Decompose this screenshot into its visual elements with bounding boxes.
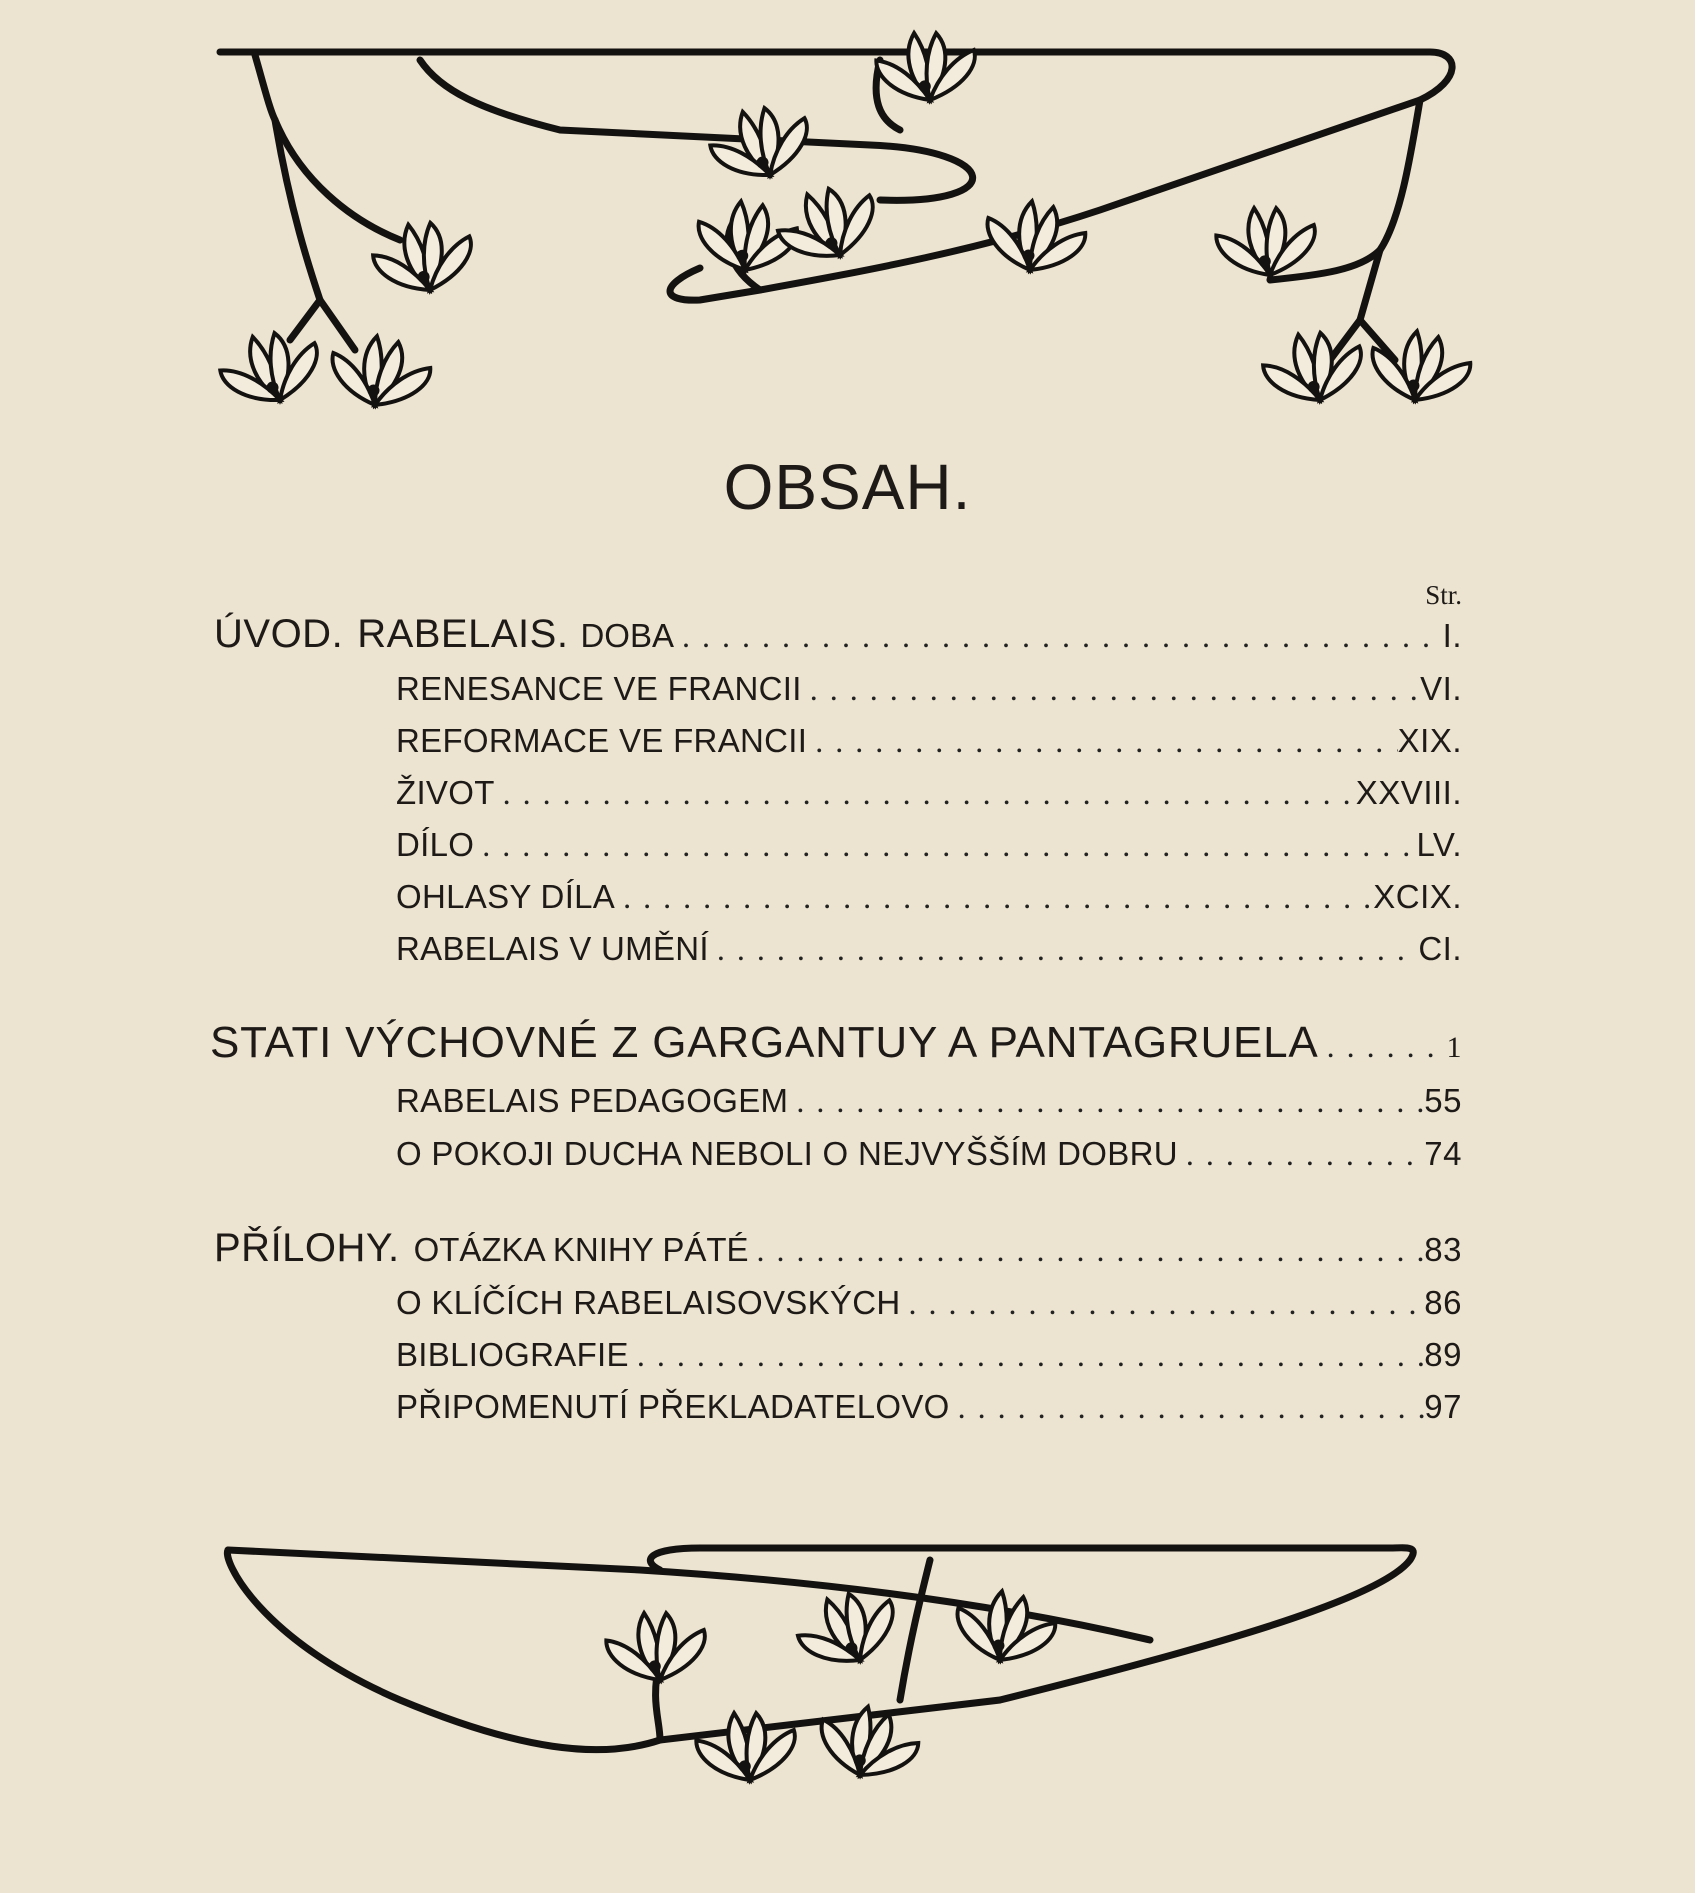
toc-page-number: XXVIII.	[1355, 774, 1462, 811]
toc-item-label: OTÁZKA KNIHY PÁTÉ	[413, 1231, 749, 1268]
toc-item-label: BIBLIOGRAFIE	[396, 1336, 629, 1373]
toc-entry-prilohy	[214, 1226, 1462, 1271]
toc-item	[396, 670, 1462, 708]
toc-item	[396, 930, 1462, 968]
leader-dots	[1319, 1028, 1447, 1065]
toc-item	[396, 774, 1462, 812]
toc-page-number: VI.	[1420, 670, 1462, 707]
toc-item	[396, 722, 1462, 760]
toc-page-number: LV.	[1416, 826, 1462, 863]
toc-page-number: XIX.	[1397, 722, 1462, 759]
page-column-label: Str.	[1425, 580, 1462, 610]
bottom-floral-ornament	[0, 1520, 1695, 1820]
toc-item-label: OHLASY DÍLA	[396, 878, 616, 915]
leader-dots	[807, 723, 1397, 760]
toc-item-label: ŽIVOT	[396, 774, 495, 811]
leader-dots	[495, 775, 1356, 812]
page-title: OBSAH.	[723, 451, 972, 523]
top-floral-ornament	[0, 0, 1695, 460]
toc-item-label: O KLÍČÍCH RABELAISOVSKÝCH	[396, 1284, 901, 1321]
leader-dots	[474, 827, 1416, 864]
leader-dots	[802, 671, 1420, 708]
toc-entry-uvod	[214, 612, 1462, 657]
toc-entry-stati	[210, 1018, 1462, 1068]
toc-page-number: I.	[1442, 617, 1462, 654]
leader-dots	[709, 931, 1418, 968]
toc-item	[396, 1082, 1462, 1120]
leader-dots	[788, 1083, 1424, 1120]
toc-page-number: CI.	[1418, 930, 1462, 967]
section-title: ÚVOD.	[214, 612, 344, 656]
toc-item-label: RENESANCE VE FRANCII	[396, 670, 802, 707]
toc-item-label: RABELAIS V UMĚNÍ	[396, 930, 709, 967]
leader-dots	[1178, 1136, 1424, 1173]
toc-page-number: 74	[1424, 1135, 1462, 1172]
toc-item-label: DOBA	[580, 617, 674, 654]
section-title: STATI VÝCHOVNÉ Z GARGANTUY A PANTAGRUELA	[210, 1018, 1319, 1067]
leader-dots	[950, 1389, 1425, 1426]
leader-dots	[749, 1232, 1425, 1269]
section-title: PŘÍLOHY.	[214, 1226, 400, 1270]
toc-page-number: 1	[1446, 1031, 1462, 1064]
leader-dots	[629, 1337, 1424, 1374]
toc-item-label: RABELAIS PEDAGOGEM	[396, 1082, 789, 1119]
leader-dots	[674, 618, 1443, 655]
toc-page-number: 86	[1424, 1284, 1462, 1321]
toc-item-label: O POKOJI DUCHA NEBOLI O NEJVYŠŠÍM DOBRU	[396, 1135, 1178, 1172]
leader-dots	[900, 1285, 1424, 1322]
leader-dots	[615, 879, 1373, 916]
toc-page-number: XCIX.	[1373, 878, 1462, 915]
toc-item-label: REFORMACE VE FRANCII	[396, 722, 808, 759]
toc-page-number: 55	[1424, 1082, 1462, 1119]
toc-item	[396, 1388, 1462, 1426]
toc-item	[396, 878, 1462, 916]
toc-item	[396, 1284, 1462, 1322]
toc-item	[396, 826, 1462, 864]
toc-page-number: 97	[1424, 1388, 1462, 1425]
toc-item	[396, 1336, 1462, 1374]
toc-page-number: 89	[1424, 1336, 1462, 1373]
toc-item-label: PŘIPOMENUTÍ PŘEKLADATELOVO	[396, 1388, 950, 1425]
section-subtitle: RABELAIS.	[357, 612, 569, 656]
toc-page-number: 83	[1424, 1231, 1462, 1268]
toc-item-label: DÍLO	[396, 826, 475, 863]
toc-item	[396, 1135, 1462, 1173]
